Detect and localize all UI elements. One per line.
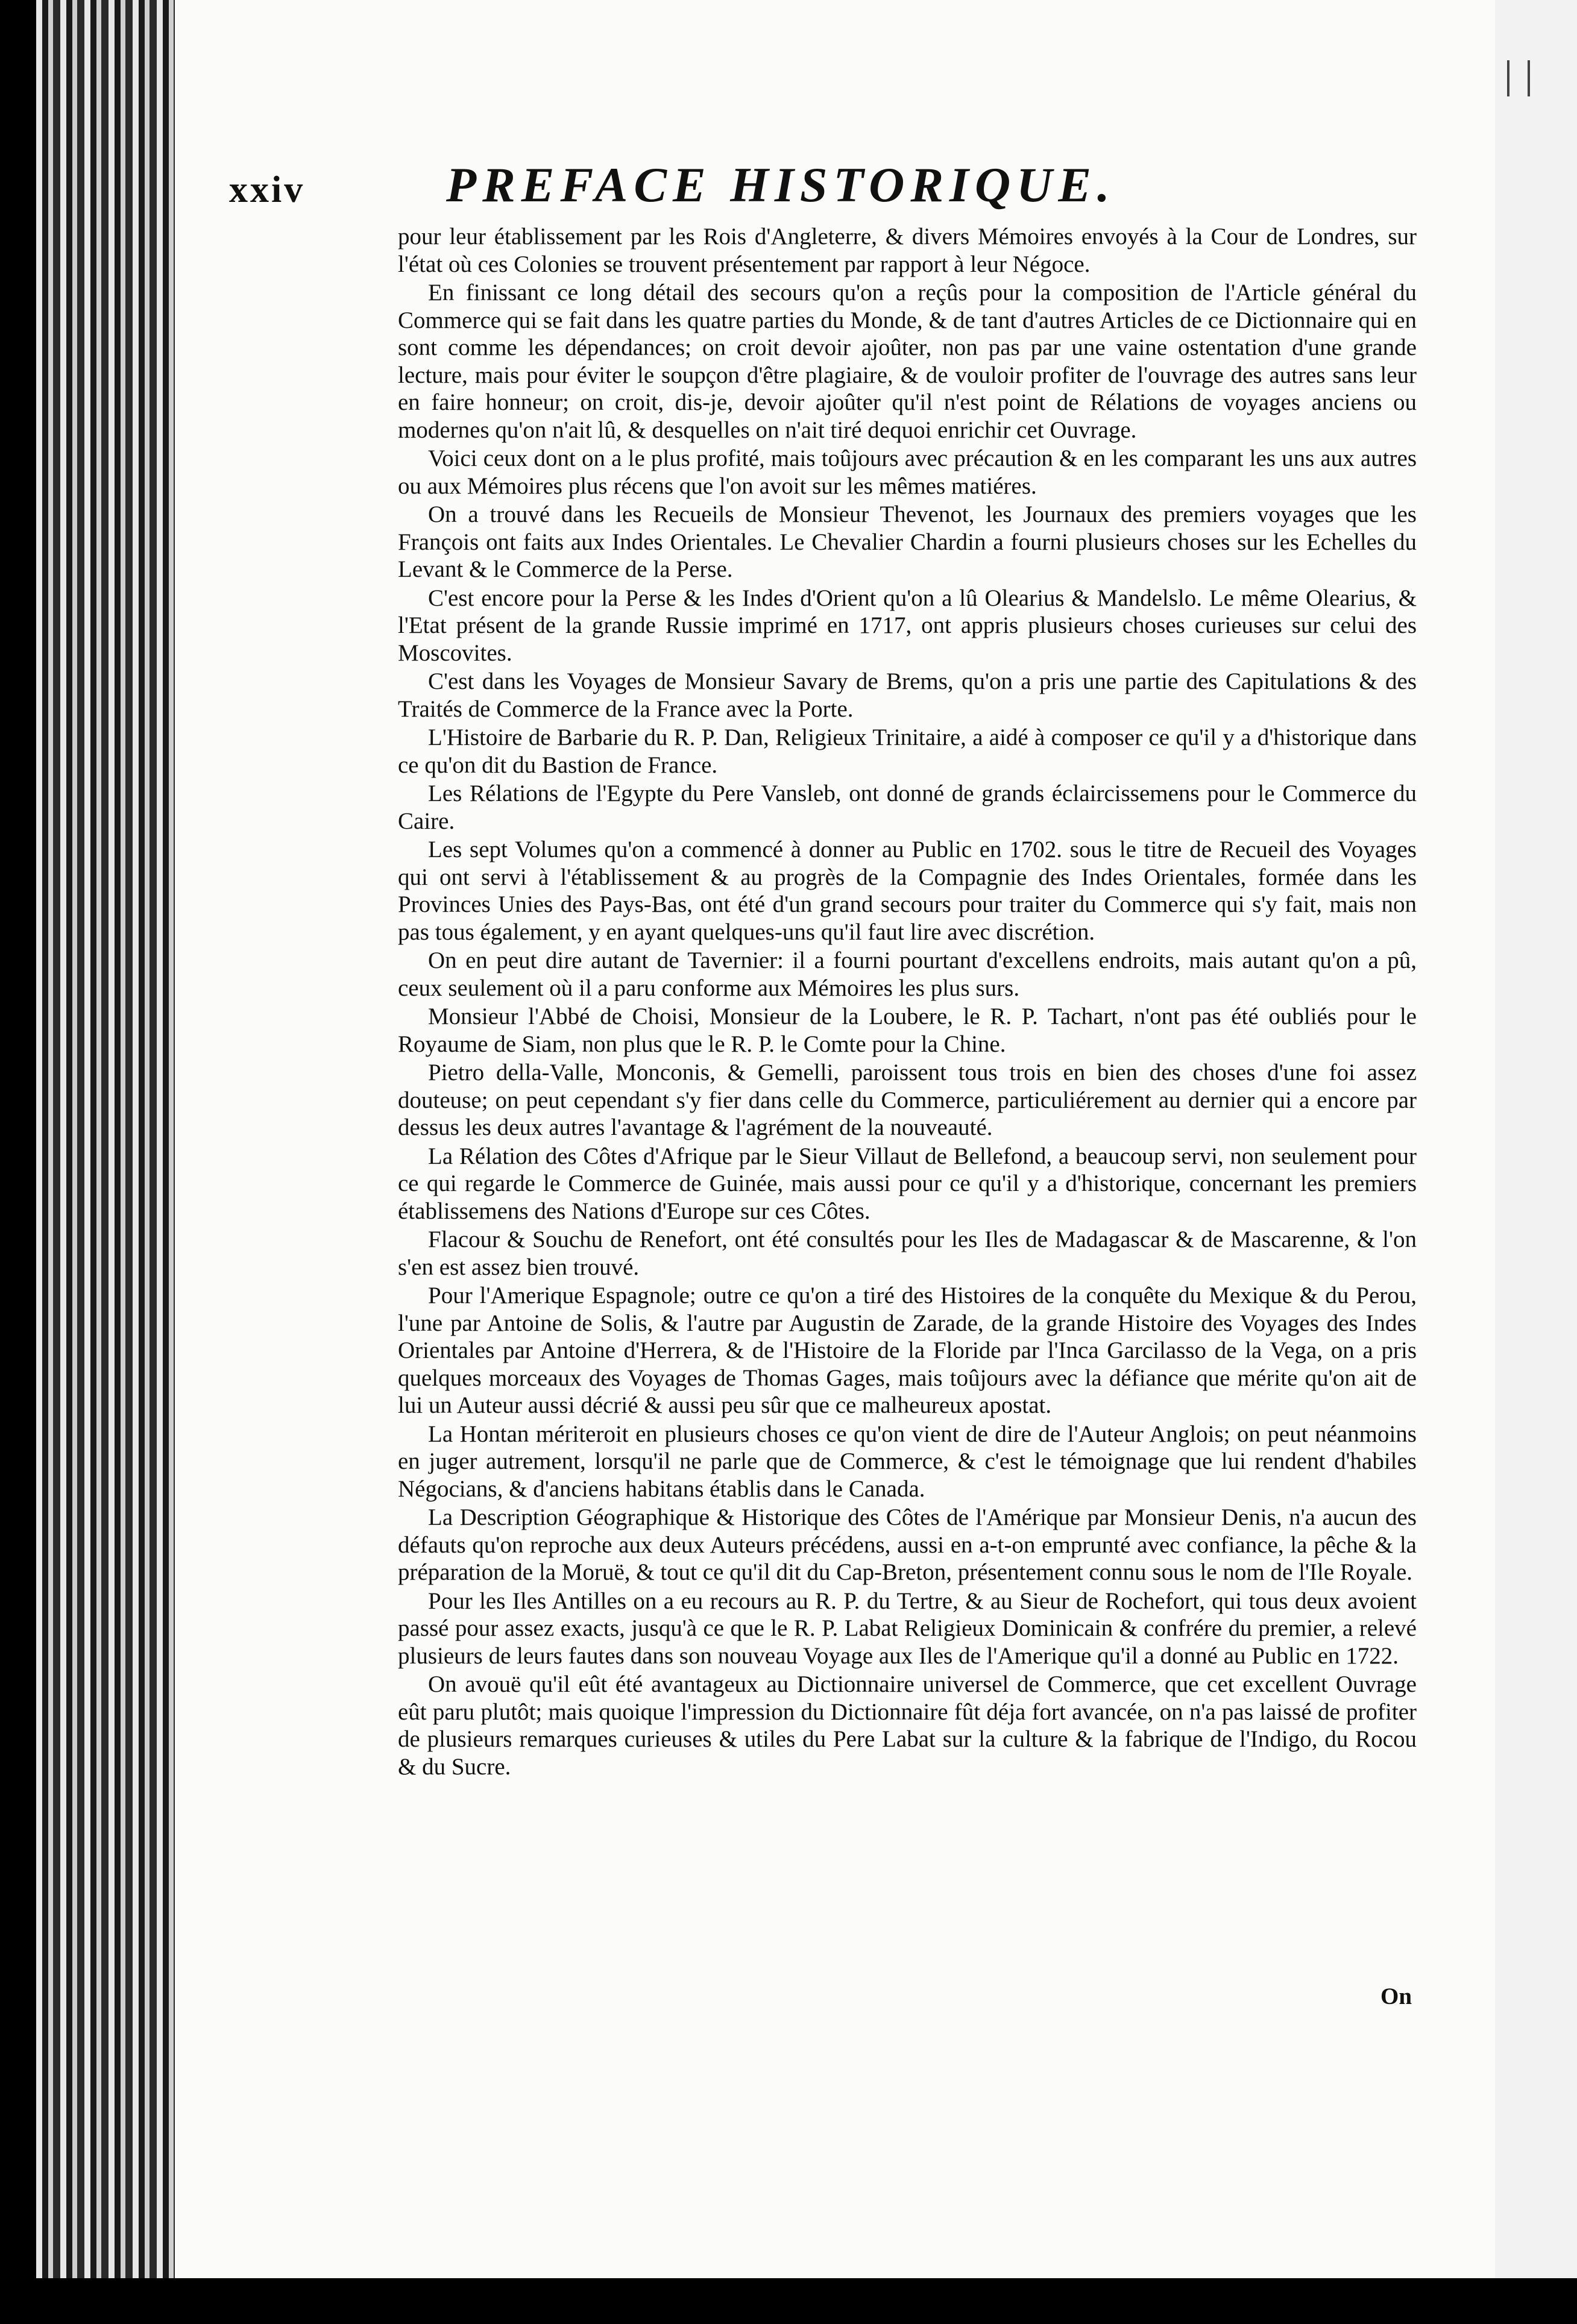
paragraph: En finissant ce long détail des secours qu'on a reçûs pour la composition de l'Article général du Commerce qui se fait dans les quatre parties du Monde, & de tant d'autres Articles de ce Dictionnaire qui en sont comme les dépendances; on croit devoir ajoûter, non pas par une vaine ostentation d'une grande lecture, mais pour éviter le soupçon d'être plagiaire, & de vouloir profiter de l'ouvrage des autres sans leur en faire honneur; on croit, dis-je, devoir ajoûter qu'il n'est point de Rélations de voyages anciens ou modernes qu'on n'ait lû, & desquelles on n'ait tiré dequoi enrichir cet Ouvrage. — [398, 280, 1417, 443]
page-number: xxiv — [229, 169, 306, 210]
scan-bottom-border — [0, 2278, 1577, 2324]
paragraph: Pour les Iles Antilles on a eu recours au R. P. du Tertre, & au Sieur de Rochefort, qui tous deux avoient passé pour assez exacts, jusqu'à ce que le R. P. Labat Religieux Dominicain & confrére du premier, a relevé plusieurs de leurs fautes dans son nouveau Voyage aux Iles de l'Amerique qu'il a donné au Public en 1722. — [398, 1588, 1417, 1669]
facing-page-edge — [1495, 0, 1577, 2324]
paragraph: La Description Géographique & Historique des Côtes de l'Amérique par Monsieur Denis, n'a aucun des défauts qu'on reproche aux deux Auteurs précédens, aussi en a-t-on emprunté avec confiance, la pêche & la préparation de la Moruë, & tout ce qu'il dit du Cap-Breton, présentement connu sous le nom de l'Ile Royale. — [398, 1504, 1417, 1585]
paragraph: Pour l'Amerique Espagnole; outre ce qu'on a tiré des Histoires de la conquête du Mexique & du Perou, l'une par Antoine de Solis, & l'autre par Augustin de Zarade, de la grande Histoire des Voyages des Indes Orientales par Antoine d'Herrera, & de l'Histoire de la Floride par l'Inca Garcilasso de la Vega, on a pris quelques morceaux des Voyages de Thomas Gages, mais toûjours avec la défiance que mérite qu'on ait de lui un Auteur aussi décrié & aussi peu sûr que ce malheureux apostat. — [398, 1283, 1417, 1418]
catchword: On — [1380, 1983, 1412, 2009]
paragraph: La Rélation des Côtes d'Afrique par le Sieur Villaut de Bellefond, a beaucoup servi, non seulement pour ce qui regarde le Commerce de Guinée, mais aussi pour ce qu'il y a d'historique, concernant les premiers établissemens des Nations d'Europe sur ces Côtes. — [398, 1143, 1417, 1224]
paragraph: C'est encore pour la Perse & les Indes d'Orient qu'on a lû Olearius & Mandelslo. Le même Olearius, & l'Etat présent de la grande Russie imprimé en 1717, ont appris plusieurs choses curieuses sur celui des Moscovites. — [398, 585, 1417, 666]
paragraph: On en peut dire autant de Tavernier: il a fourni pourtant d'excellens endroits, mais autant qu'on a pû, ceux seulement où il a paru conforme aux Mémoires les plus surs. — [398, 947, 1417, 1001]
body-text — [398, 223, 1417, 1780]
paragraph: Voici ceux dont on a le plus profité, mais toûjours avec précaution & en les comparant les uns aux autres ou aux Mémoires plus récens que l'on avoit sur les mêmes matiéres. — [398, 445, 1417, 499]
paragraph: Les sept Volumes qu'on a commencé à donner au Public en 1702. sous le titre de Recueil des Voyages qui ont servi à l'établissement & au progrès de la Compagnie des Indes Orientales, formée dans les Provinces Unies des Pays-Bas, ont été d'un grand secours pour traiter du Commerce qui s'y fait, mais non pas tous également, y en ayant quelques-uns qu'il faut lire avec discrétion. — [398, 837, 1417, 945]
paragraph: Les Rélations de l'Egypte du Pere Vansleb, ont donné de grands éclaircissemens pour le Commerce du Caire. — [398, 780, 1417, 834]
paragraph: La Hontan mériteroit en plusieurs choses ce qu'on vient de dire de l'Auteur Anglois; on peut néanmoins en juger autrement, lorsqu'il ne parle que de Commerce, & c'est le témoignage que lui rendent d'habiles Négocians, & d'anciens habitans établis dans le Canada. — [398, 1421, 1417, 1502]
paragraph: On a trouvé dans les Recueils de Monsieur Thevenot, les Journaux des premiers voyages que les François ont faits aux Indes Orientales. Le Chevalier Chardin a fourni plusieurs choses sur les Echelles du Levant & le Commerce de la Perse. — [398, 501, 1417, 582]
paragraph: L'Histoire de Barbarie du R. P. Dan, Religieux Trinitaire, a aidé à composer ce qu'il y a d'historique dans ce qu'on dit du Bastion de France. — [398, 724, 1417, 778]
paragraph: C'est dans les Voyages de Monsieur Savary de Brems, qu'on a pris une partie des Capitulations & des Traités de Commerce de la France avec la Porte. — [398, 668, 1417, 722]
paragraph: On avouë qu'il eût été avantageux au Dictionnaire universel de Commerce, que cet excellent Ouvrage eût paru plutôt; mais quoique l'impression du Dictionnaire fût déja fort avancée, on n'a pas laissé de profiter de plusieurs remarques curieuses & utiles du Pere Labat sur la culture & la fabrique de l'Indigo, du Rocou & du Sucre. — [398, 1671, 1417, 1780]
book-binding-edge — [36, 0, 175, 2324]
page-header — [229, 157, 1302, 229]
running-title: PREFACE HISTORIQUE. — [446, 157, 1116, 212]
paragraph: pour leur établissement par les Rois d'Angleterre, & divers Mémoires envoyés à la Cour de Londres, sur l'état où ces Colonies se trouvent présentement par rapport à leur Négoce. — [398, 224, 1417, 277]
paragraph: Monsieur l'Abbé de Choisi, Monsieur de la Loubere, le R. P. Tachart, n'ont pas été oubliés pour le Royaume de Siam, non plus que le R. P. le Comte pour la Chine. — [398, 1003, 1417, 1057]
paragraph: Flacour & Souchu de Renefort, ont été consultés pour les Iles de Madagascar & de Mascarenne, & l'on s'en est assez bien trouvé. — [398, 1226, 1417, 1280]
paragraph: Pietro della-Valle, Monconis, & Gemelli, paroissent tous trois en bien des choses d'une foi assez douteuse; on peut cependant s'y fier dans celle du Commerce, particuliérement au dernier qui a encore par dessus les deux autres l'avantage & l'agrément de la nouveauté. — [398, 1060, 1417, 1140]
edge-mark — [1507, 60, 1530, 96]
